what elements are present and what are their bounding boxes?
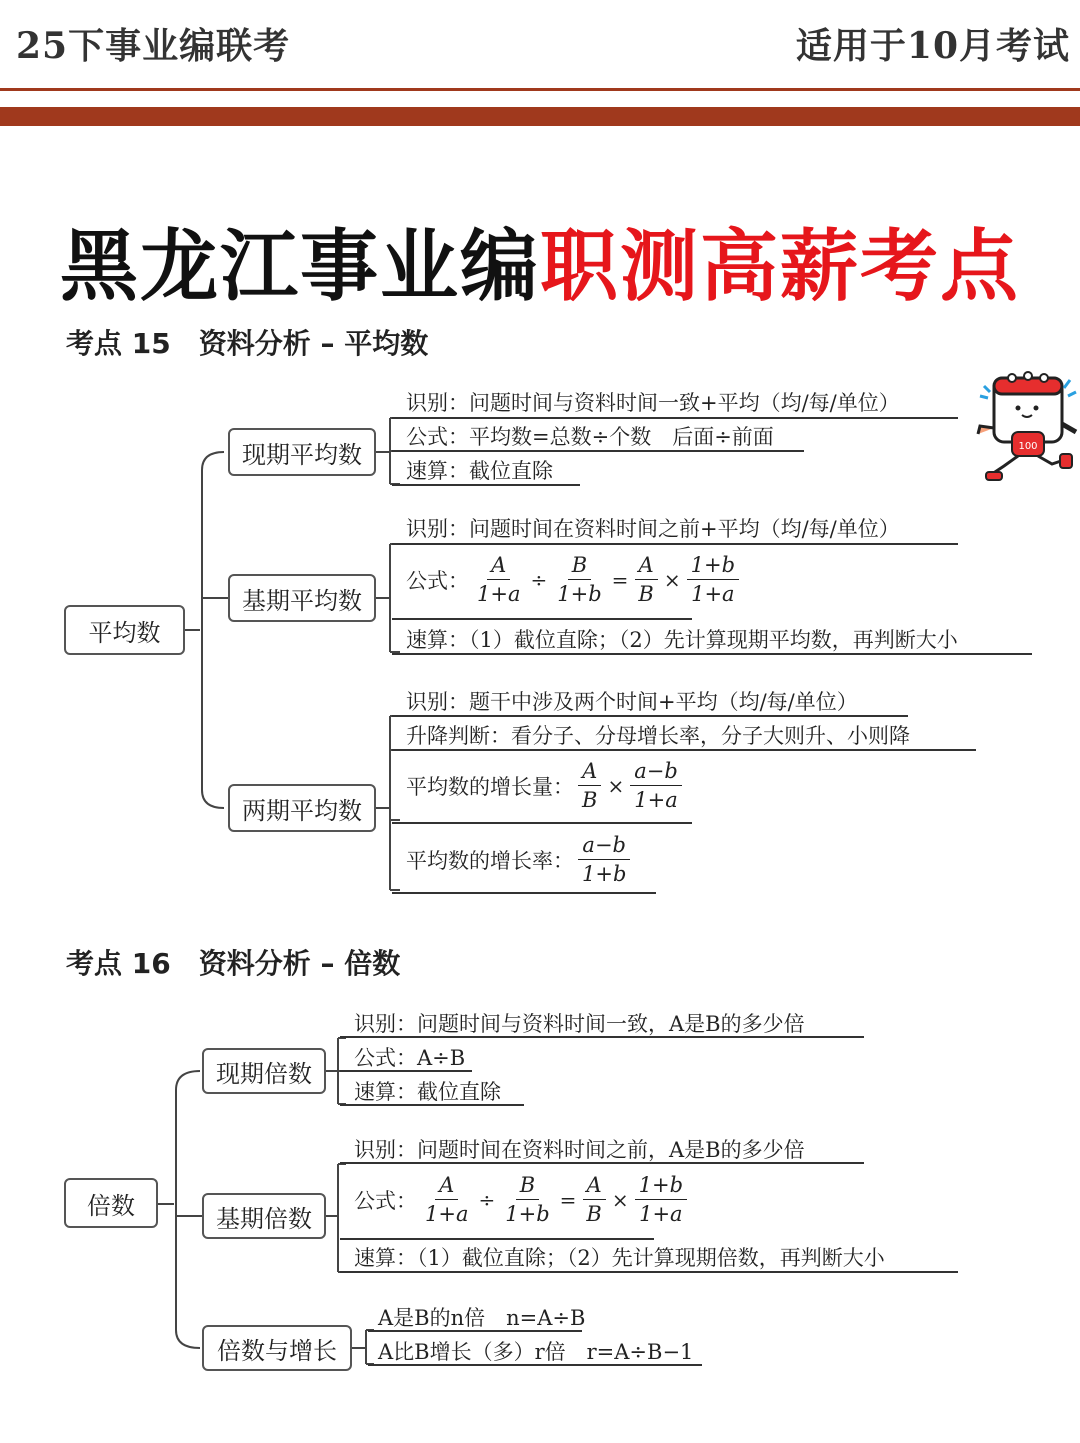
underline (368, 1364, 702, 1366)
numerator: a−b (578, 832, 630, 860)
underline (340, 1070, 472, 1072)
fraction (630, 758, 682, 814)
underline (392, 618, 692, 620)
denominator: 1+a (691, 582, 735, 607)
denominator: 1+b (582, 862, 627, 887)
title-red-part: 职测高薪考点 (540, 222, 1021, 312)
fraction (635, 1172, 687, 1228)
node-base-average: 基期平均数 (228, 574, 376, 622)
current-multiple-identify: 识别：问题时间与资料时间一致，A是B的多少倍 (354, 1012, 805, 1036)
fraction (578, 832, 630, 888)
formula-prefix: 公式： (354, 1188, 417, 1213)
underline (340, 1104, 524, 1106)
underline (392, 822, 692, 824)
operator: × (607, 773, 625, 798)
numerator: A (578, 758, 601, 786)
base-multiple-quick: 速算：（1）截位直除；（2）先计算现期倍数，再判断大小 (354, 1246, 885, 1270)
underline (392, 653, 1032, 655)
operator: × (663, 567, 681, 592)
numerator: A (487, 552, 510, 580)
base-average-identify: 识别：问题时间在资料时间之前+平均（均/每/单位） (406, 517, 900, 541)
growth-line-2: A比B增长（多）r倍 r=A÷B−1 (378, 1340, 694, 1364)
numerator: 1+b (635, 1172, 687, 1200)
growth-line-1: A是B的n倍 n=A÷B (378, 1306, 586, 1330)
denominator: 1+b (505, 1202, 550, 1227)
operator: ÷ (478, 1187, 496, 1212)
underline (392, 715, 908, 717)
current-average-formula: 公式：平均数=总数÷个数 后面÷前面 (406, 425, 774, 449)
current-multiple-formula: 公式：A÷B (354, 1046, 466, 1070)
base-multiple-identify: 识别：问题时间在资料时间之前，A是B的多少倍 (354, 1138, 805, 1162)
fraction (553, 552, 605, 608)
mascot-badge: 100 (1018, 441, 1038, 452)
operator: ÷ (530, 567, 548, 592)
section-15-heading: 考点 15 资料分析 – 平均数 (66, 327, 429, 360)
node-multiple-growth: 倍数与增长 (202, 1325, 352, 1371)
node-two-period-average: 两期平均数 (228, 784, 376, 832)
numerator: B (516, 1172, 539, 1200)
header-left-text: 25下事业编联考 (16, 25, 291, 67)
two-average-trend: 升降判断：看分子、分母增长率，分子大则升、小则降 (406, 724, 910, 748)
section-16-heading: 考点 16 资料分析 – 倍数 (66, 947, 401, 980)
fraction (473, 552, 524, 608)
node-current-average: 现期平均数 (228, 428, 376, 476)
node-average: 平均数 (64, 605, 185, 655)
denominator: 1+a (639, 1202, 683, 1227)
two-average-identify: 识别：题干中涉及两个时间+平均（均/每/单位） (406, 690, 858, 714)
underline (340, 1238, 654, 1240)
current-average-quick: 速算：截位直除 (406, 459, 553, 483)
operator: = (611, 567, 629, 592)
base-average-formula (406, 552, 743, 608)
fraction (687, 552, 739, 608)
title-black-part: 黑龙江事业编 (59, 222, 540, 312)
underline (392, 484, 580, 486)
underline (340, 1162, 864, 1164)
denominator: 1+a (425, 1202, 469, 1227)
fraction (578, 758, 601, 814)
fraction (421, 1172, 472, 1228)
rate-label: 平均数的增长率： (406, 848, 574, 873)
denominator: B (638, 582, 654, 607)
amount-label: 平均数的增长量： (406, 774, 574, 799)
node-multiple: 倍数 (64, 1178, 158, 1228)
numerator: B (568, 552, 591, 580)
numerator: A (435, 1172, 458, 1200)
denominator: 1+a (477, 582, 521, 607)
node-base-multiple: 基期倍数 (202, 1193, 326, 1239)
fraction (501, 1172, 553, 1228)
denominator: B (582, 788, 598, 813)
underline (392, 749, 976, 751)
numerator: 1+b (687, 552, 739, 580)
current-multiple-quick: 速算：截位直除 (354, 1080, 501, 1104)
node-current-multiple: 现期倍数 (202, 1048, 326, 1094)
underline (368, 1330, 582, 1332)
underline (340, 1271, 958, 1273)
numerator: a−b (630, 758, 682, 786)
header-right-text: 适用于10月考试 (795, 25, 1070, 67)
underline (392, 543, 958, 545)
underline (340, 1036, 864, 1038)
operator: = (559, 1187, 577, 1212)
underline (392, 417, 958, 419)
underline (392, 450, 804, 452)
formula-prefix: 公式： (406, 568, 469, 593)
fraction (634, 552, 657, 608)
denominator: 1+a (634, 788, 678, 813)
numerator: A (635, 552, 658, 580)
base-multiple-formula (354, 1172, 691, 1228)
two-average-rate (406, 832, 634, 888)
numerator: A (583, 1172, 606, 1200)
denominator: B (586, 1202, 602, 1227)
denominator: 1+b (557, 582, 602, 607)
two-average-amount (406, 758, 686, 814)
current-average-identify: 识别：问题时间与资料时间一致+平均（均/每/单位） (406, 391, 900, 415)
operator: × (611, 1187, 629, 1212)
base-average-quick: 速算：（1）截位直除；（2）先计算现期平均数，再判断大小 (406, 628, 958, 652)
fraction (582, 1172, 605, 1228)
underline (392, 892, 656, 894)
